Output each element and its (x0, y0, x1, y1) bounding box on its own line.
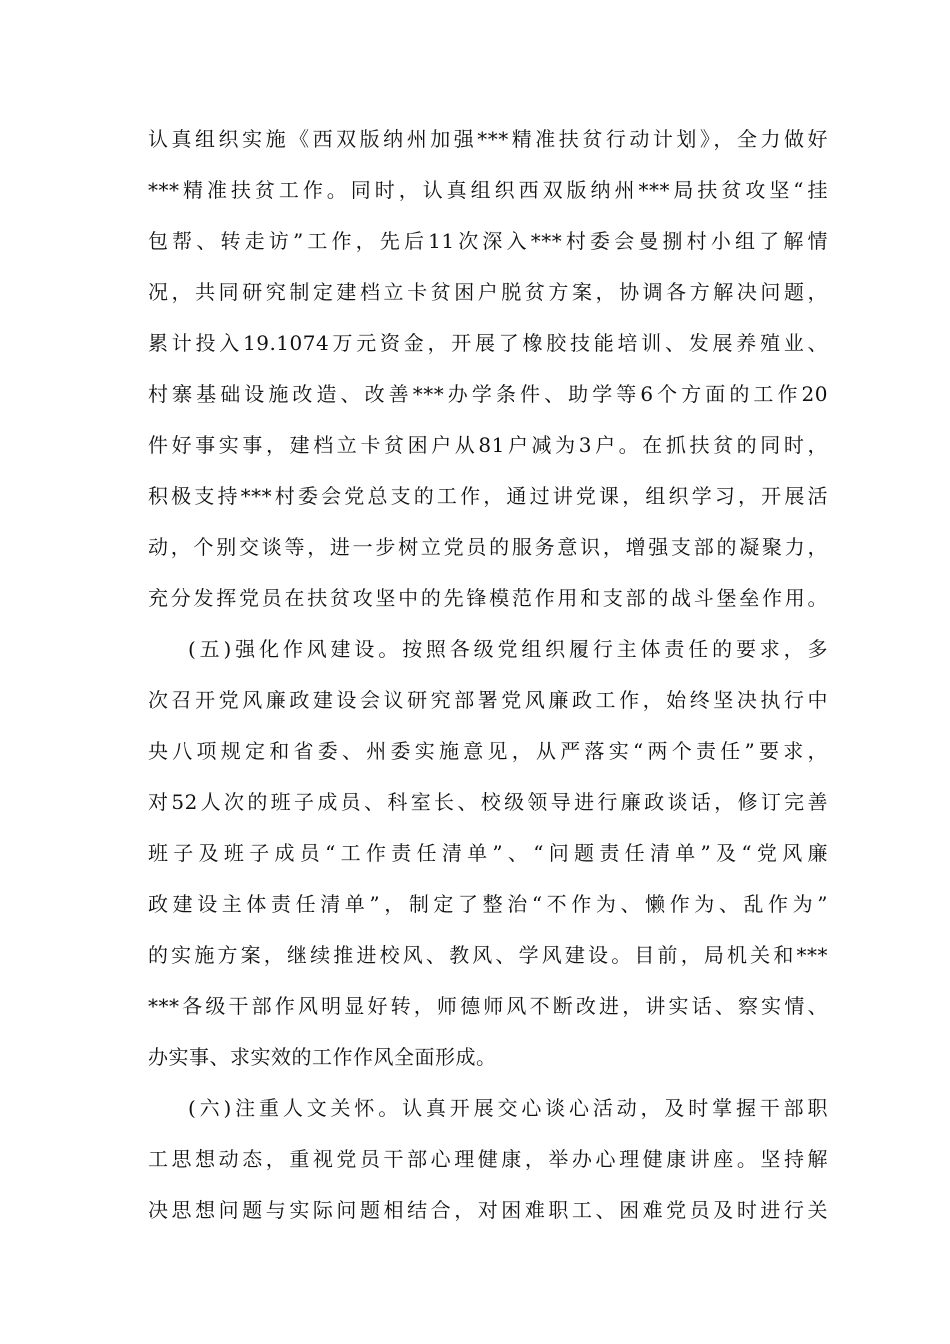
section-6-heading-line: (六)注重人文关怀。认真开展交心谈心活动，及时掌握干部职 (188, 1096, 828, 1120)
text-line: 决思想问题与实际问题相结合，对困难职工、困难党员及时进行关 (148, 1198, 828, 1222)
text-line: 央八项规定和省委、州委实施意见，从严落实“两个责任”要求， (148, 739, 828, 763)
text-line: 动，个别交谈等，进一步树立党员的服务意识，增强支部的凝聚力， (148, 535, 828, 559)
text-line: 况，共同研究制定建档立卡贫困户脱贫方案，协调各方解决问题， (148, 280, 828, 304)
text-line: 政建设主体责任清单”，制定了整治“不作为、懒作为、乱作为” (148, 892, 828, 916)
text-line: 工思想动态，重视党员干部心理健康，举办心理健康讲座。坚持解 (148, 1147, 828, 1171)
section-5-heading-line: (五)强化作风建设。按照各级党组织履行主体责任的要求，多 (188, 637, 828, 661)
text-line: 包帮、转走访”工作，先后11次深入***村委会曼捌村小组了解情 (148, 229, 828, 253)
text-line: 充分发挥党员在扶贫攻坚中的先锋模范作用和支部的战斗堡垒作用。 (148, 586, 828, 610)
text-line: 的实施方案，继续推进校风、教风、学风建设。目前，局机关和*** (148, 943, 828, 967)
text-line: 对52人次的班子成员、科室长、校级领导进行廉政谈话，修订完善 (148, 790, 828, 814)
text-line: 累计投入19.1074万元资金，开展了橡胶技能培训、发展养殖业、 (148, 331, 828, 355)
text-line: 办实事、求实效的工作作风全面形成。 (148, 1045, 497, 1069)
text-line: 件好事实事，建档立卡贫困户从81户减为3户。在抓扶贫的同时， (148, 433, 828, 457)
text-line: 村寨基础设施改造、改善***办学条件、助学等6个方面的工作20 (148, 382, 828, 406)
text-line: 积极支持***村委会党总支的工作，通过讲党课，组织学习，开展活 (148, 484, 828, 508)
text-line: ***精准扶贫工作。同时，认真组织西双版纳州***局扶贫攻坚“挂 (148, 178, 828, 202)
text-line: ***各级干部作风明显好转，师德师风不断改进，讲实话、察实情、 (148, 994, 828, 1018)
text-line: 次召开党风廉政建设会议研究部署党风廉政工作，始终坚决执行中 (148, 688, 828, 712)
text-line: 班子及班子成员“工作责任清单”、“问题责任清单”及“党风廉 (148, 841, 828, 865)
text-line: 认真组织实施《西双版纳州加强***精准扶贫行动计划》，全力做好 (148, 127, 828, 151)
